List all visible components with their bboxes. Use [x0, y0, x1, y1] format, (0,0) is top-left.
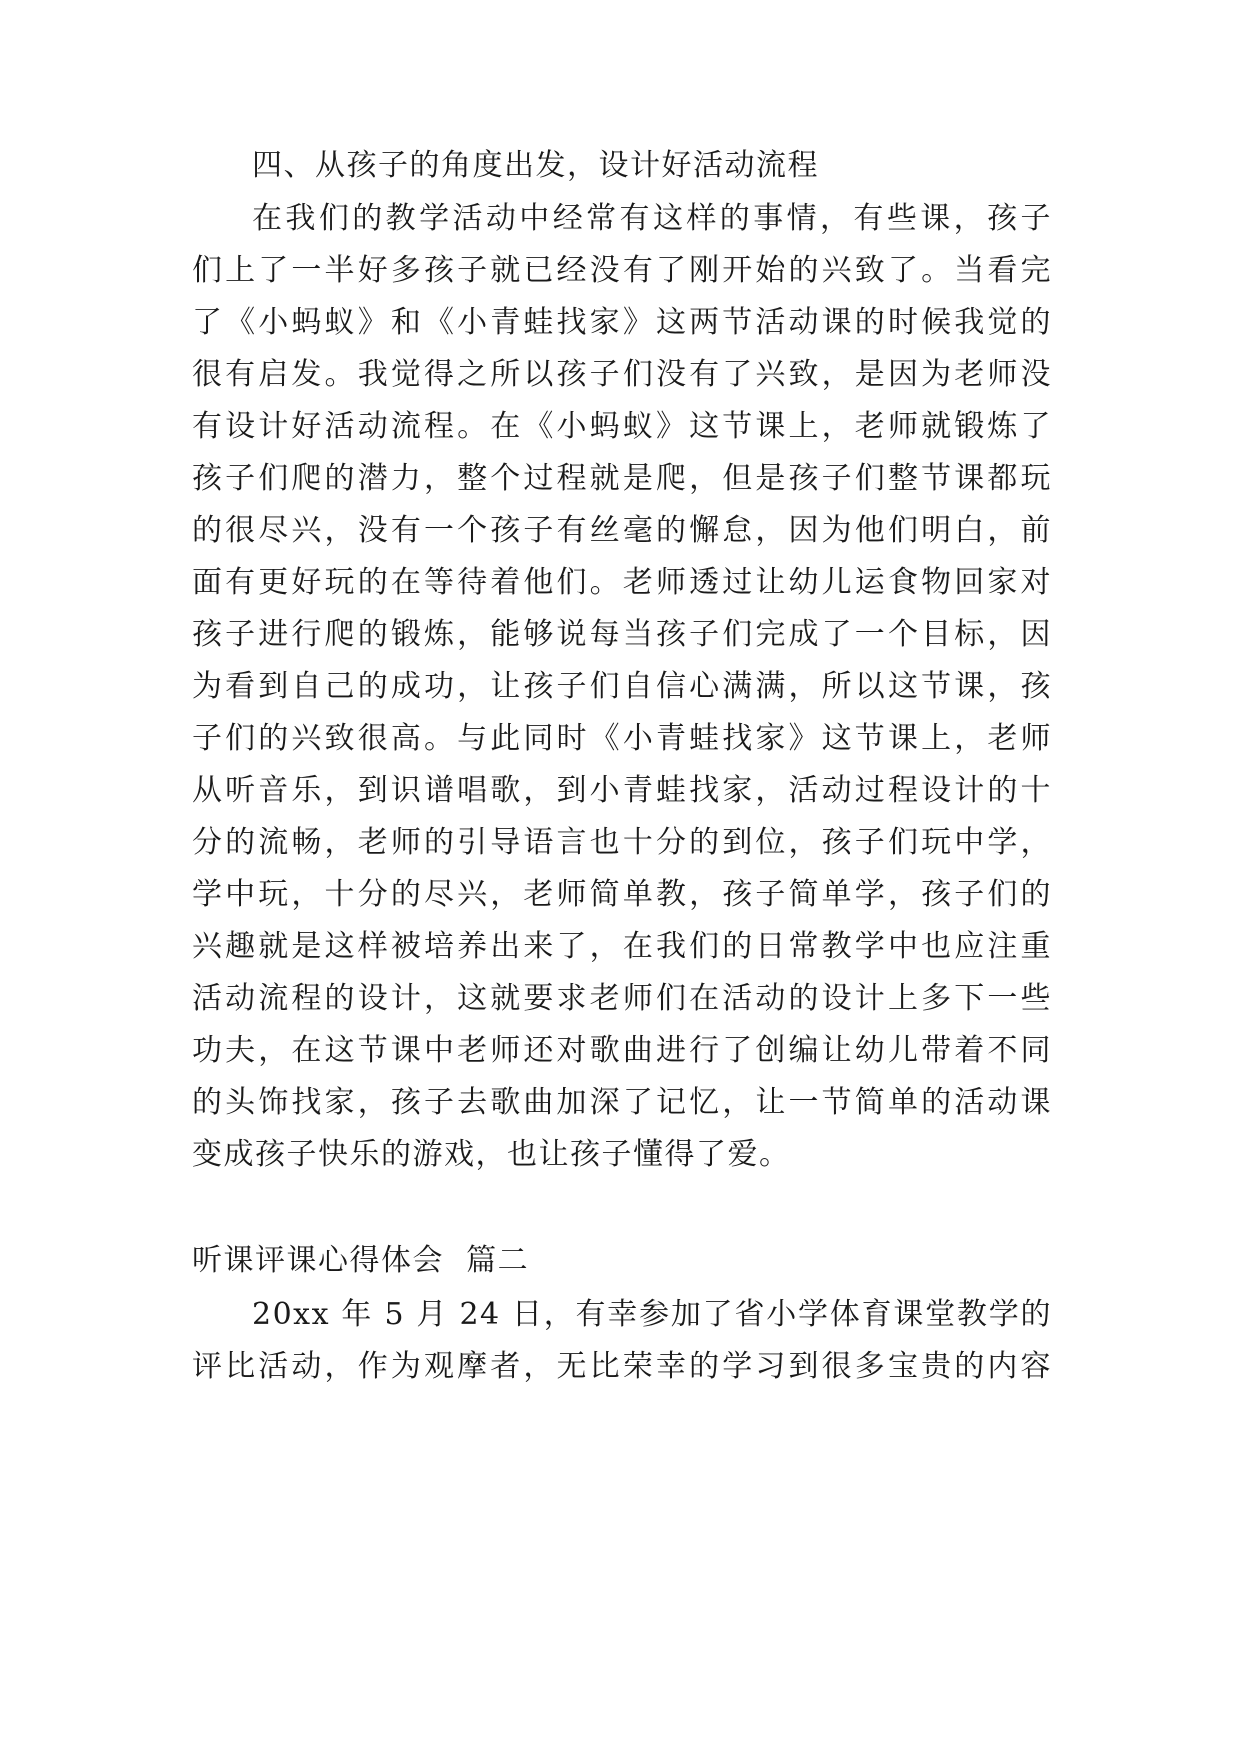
paragraph-line: 在我们的教学活动中经常有这样的事情，有些课，孩子 [252, 201, 1052, 236]
paragraph-line: 功夫，在这节课中老师还对歌曲进行了创编让幼儿带着不同 [192, 1033, 1052, 1068]
paragraph-line: 兴趣就是这样被培养出来了，在我们的日常教学中也应注重 [192, 929, 1052, 964]
paragraph-line: 有设计好活动流程。在《小蚂蚁》这节课上，老师就锻炼了 [192, 409, 1052, 444]
paragraph-line: 孩子们爬的潜力，整个过程就是爬，但是孩子们整节课都玩 [192, 461, 1052, 496]
paragraph-line: 分的流畅，老师的引导语言也十分的到位，孩子们玩中学， [192, 825, 1052, 860]
article-title: 听课评课心得体会 篇二 [192, 1243, 530, 1278]
paragraph-line: 20xx 年 5 月 24 日，有幸参加了省小学体育课堂教学的 [252, 1297, 1052, 1332]
paragraph-line: 评比活动，作为观摩者，无比荣幸的学习到很多宝贵的内容 [192, 1349, 1052, 1384]
paragraph-line: 们上了一半好多孩子就已经没有了刚开始的兴致了。当看完 [192, 253, 1052, 288]
paragraph-line: 学中玩，十分的尽兴，老师简单教，孩子简单学，孩子们的 [192, 877, 1052, 912]
paragraph-line: 了《小蚂蚁》和《小青蛙找家》这两节活动课的时候我觉的 [192, 305, 1052, 340]
paragraph-line: 面有更好玩的在等待着他们。老师透过让幼儿运食物回家对 [192, 565, 1052, 600]
paragraph-line: 孩子进行爬的锻炼，能够说每当孩子们完成了一个目标，因 [192, 617, 1052, 652]
paragraph-line: 的头饰找家，孩子去歌曲加深了记忆，让一节简单的活动课 [192, 1085, 1052, 1120]
paragraph-line: 子们的兴致很高。与此同时《小青蛙找家》这节课上，老师 [192, 721, 1052, 756]
paragraph-line: 从听音乐，到识谱唱歌，到小青蛙找家，活动过程设计的十 [192, 773, 1052, 808]
section-heading: 四、从孩子的角度出发，设计好活动流程 [252, 148, 819, 183]
paragraph-line: 很有启发。我觉得之所以孩子们没有了兴致，是因为老师没 [192, 357, 1052, 392]
paragraph-line: 变成孩子快乐的游戏，也让孩子懂得了爱。 [192, 1137, 791, 1172]
paragraph-line: 的很尽兴，没有一个孩子有丝毫的懈怠，因为他们明白，前 [192, 513, 1052, 548]
paragraph-line: 为看到自己的成功，让孩子们自信心满满，所以这节课，孩 [192, 669, 1052, 704]
paragraph-line: 活动流程的设计，这就要求老师们在活动的设计上多下一些 [192, 981, 1052, 1016]
